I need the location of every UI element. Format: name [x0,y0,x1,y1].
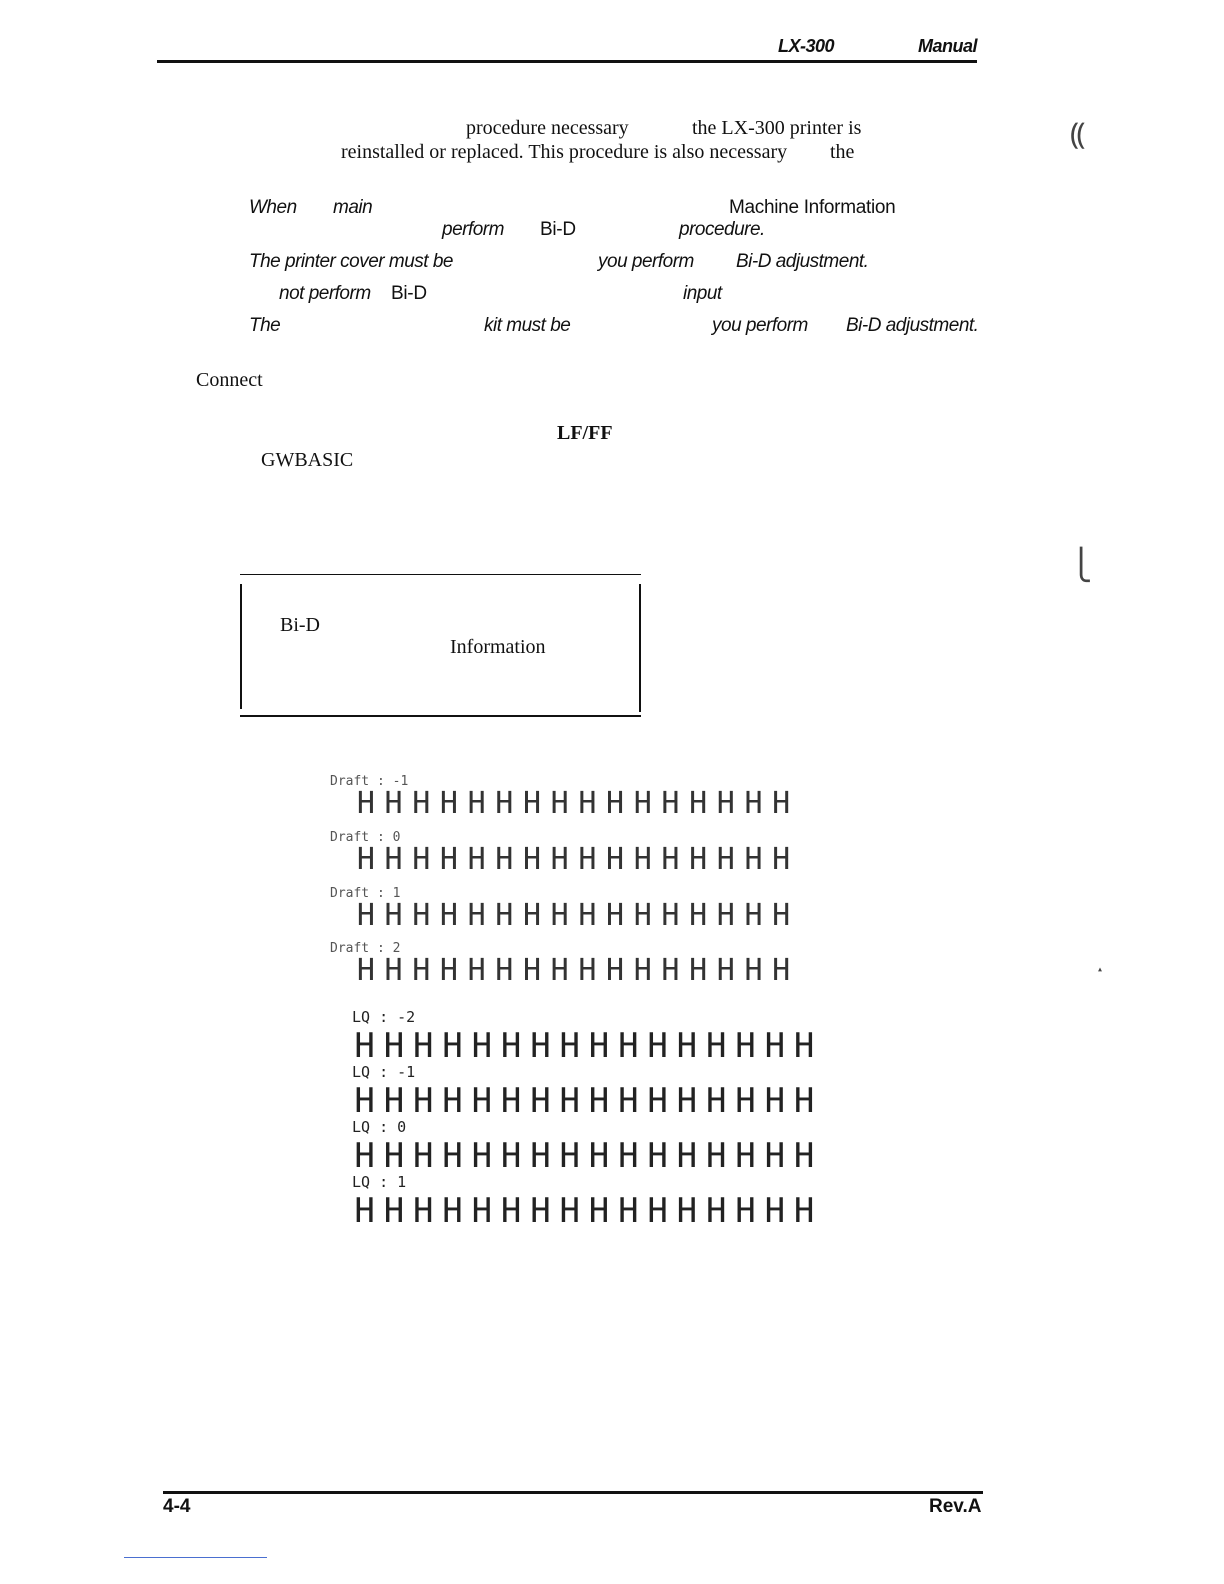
pattern-glyph: H [522,842,541,877]
pattern-glyph: H [383,1081,405,1121]
intro-phrase-1b: the LX-300 printer is [692,117,862,139]
pattern-glyph: H [772,842,791,877]
pattern-glyph: H [471,1081,493,1121]
box-bid: Bi-D [280,614,320,636]
draft-label-2: Draft : 0 [330,830,401,845]
pattern-glyph: H [439,842,458,877]
pattern-glyph: H [793,1136,815,1176]
note4-bid: Bi-D [391,283,427,304]
pattern-glyph: H [744,953,763,988]
pattern-glyph: H [356,786,375,821]
scan-bracket-icon: ⎩ [1072,548,1091,583]
pattern-glyph: H [588,1136,610,1176]
intro-phrase-2a: reinstalled or replaced. This procedure is also necessary [341,141,788,163]
intro-phrase-1a: procedure necessary [466,117,629,139]
pattern-glyph: H [442,1136,463,1176]
pattern-glyph: H [689,953,708,988]
draft-row-4 [352,955,795,987]
pattern-glyph: H [764,1191,786,1231]
pattern-glyph: H [661,842,680,877]
pattern-glyph: H [559,1136,580,1176]
pattern-glyph: H [412,898,431,933]
pattern-glyph: H [500,1191,522,1231]
pattern-glyph: H [705,1191,727,1231]
pattern-glyph: H [550,898,569,933]
pattern-glyph: H [522,786,541,821]
pattern-glyph: H [618,1191,639,1231]
lq-label-2: LQ : -1 [352,1063,416,1081]
pattern-glyph: H [705,1081,727,1121]
pattern-glyph: H [522,953,541,988]
lq-row-1 [350,1028,819,1064]
note3-you-perform: you perform [598,251,694,272]
pattern-glyph: H [384,953,403,988]
scan-dot-icon: ▴ [1097,964,1104,975]
box-bottom-rule [240,715,641,717]
pattern-glyph: H [772,898,791,933]
pattern-glyph: H [559,1026,580,1066]
pattern-glyph: H [467,898,486,933]
pattern-glyph: H [647,1081,668,1121]
pattern-glyph: H [383,1136,405,1176]
pattern-glyph: H [467,786,486,821]
pattern-glyph: H [793,1081,815,1121]
pattern-glyph: H [578,898,597,933]
pattern-glyph: H [578,842,597,877]
pattern-glyph: H [606,898,625,933]
draft-label-1: Draft : -1 [330,774,409,789]
pattern-glyph: H [735,1081,756,1121]
lq-row-3 [350,1138,819,1174]
header-model: LX-300 [778,36,835,56]
pattern-glyph: H [439,786,458,821]
note3-cover: The printer cover must be [249,251,453,272]
pattern-glyph: H [500,1026,522,1066]
box-left-rule [240,584,242,709]
note1-main: main [333,197,373,218]
header-rule [157,60,977,63]
pattern-glyph: H [676,1191,698,1231]
step-connect: Connect [196,369,263,391]
pattern-glyph: H [412,953,431,988]
scan-edge-line [124,1557,267,1558]
note4-input: input [683,283,722,304]
pattern-glyph: H [439,898,458,933]
pattern-glyph: H [495,842,514,877]
pattern-glyph: H [633,953,652,988]
pattern-glyph: H [384,898,403,933]
pattern-glyph: H [647,1191,668,1231]
pattern-glyph: H [383,1191,405,1231]
pattern-glyph: H [744,842,763,877]
pattern-glyph: H [735,1136,756,1176]
note1-machine-info: Machine Information [729,197,896,218]
pattern-glyph: H [559,1191,580,1231]
pattern-glyph: H [495,786,514,821]
box-top-rule [240,574,641,575]
pattern-glyph: H [772,953,791,988]
pattern-glyph: H [744,898,763,933]
pattern-glyph: H [744,786,763,821]
pattern-glyph: H [559,1081,580,1121]
pattern-glyph: H [354,1026,375,1066]
step-lfff-key: LF/FF [557,422,613,444]
lq-row-4 [350,1193,819,1229]
note-box [240,574,641,717]
pattern-glyph: H [633,842,652,877]
pattern-glyph: H [412,842,431,877]
pattern-glyph: H [522,898,541,933]
lq-label-1: LQ : -2 [352,1008,416,1026]
pattern-glyph: H [354,1136,375,1176]
note2-perform: perform [442,219,504,240]
pattern-glyph: H [689,898,708,933]
pattern-glyph: H [383,1026,405,1066]
pattern-glyph: H [793,1191,815,1231]
pattern-glyph: H [735,1026,756,1066]
pattern-glyph: H [500,1136,522,1176]
note5-kit: kit must be [484,315,571,336]
draft-row-1 [352,788,795,820]
intro-phrase-2b: the [830,141,855,163]
lq-row-2 [350,1083,819,1119]
lq-label-4: LQ : 1 [352,1173,407,1191]
pattern-glyph: H [439,953,458,988]
pattern-glyph: H [661,953,680,988]
pattern-glyph: H [606,786,625,821]
note2-bid: Bi-D [540,219,576,240]
pattern-glyph: H [578,786,597,821]
pattern-glyph: H [705,1136,727,1176]
pattern-glyph: H [618,1081,639,1121]
pattern-glyph: H [356,898,375,933]
pattern-glyph: H [676,1136,698,1176]
draft-row-2 [352,844,795,876]
pattern-glyph: H [633,786,652,821]
pattern-glyph: H [647,1136,668,1176]
pattern-glyph: H [412,786,431,821]
pattern-glyph: H [413,1026,434,1066]
note5-bid-adjust: Bi-D adjustment. [846,315,979,336]
pattern-glyph: H [676,1081,698,1121]
pattern-glyph: H [606,953,625,988]
pattern-glyph: H [530,1026,551,1066]
pattern-glyph: H [550,953,569,988]
pattern-glyph: H [578,953,597,988]
pattern-glyph: H [705,1026,727,1066]
pattern-glyph: H [716,842,735,877]
pattern-glyph: H [618,1026,639,1066]
pattern-glyph: H [618,1136,639,1176]
pattern-glyph: H [689,842,708,877]
box-information: Information [450,636,546,658]
pattern-glyph: H [676,1026,698,1066]
pattern-glyph: H [467,953,486,988]
pattern-glyph: H [500,1081,522,1121]
note5-the: The [249,315,281,336]
pattern-glyph: H [661,898,680,933]
pattern-glyph: H [764,1081,786,1121]
footer-rule [163,1491,983,1494]
lq-label-3: LQ : 0 [352,1118,407,1136]
footer-revision: Rev.A [929,1496,982,1517]
pattern-glyph: H [764,1136,786,1176]
pattern-glyph: H [495,898,514,933]
pattern-glyph: H [413,1136,434,1176]
pattern-glyph: H [471,1026,493,1066]
pattern-glyph: H [633,898,652,933]
note2-procedure: procedure. [679,219,765,240]
pattern-glyph: H [530,1081,551,1121]
pattern-glyph: H [495,953,514,988]
pattern-glyph: H [442,1191,463,1231]
pattern-glyph: H [442,1026,463,1066]
pattern-glyph: H [716,953,735,988]
pattern-glyph: H [413,1081,434,1121]
pattern-glyph: H [735,1191,756,1231]
pattern-glyph: H [647,1026,668,1066]
header-title: Manual [918,36,978,56]
draft-label-4: Draft : 2 [330,941,401,956]
pattern-glyph: H [471,1191,493,1231]
pattern-glyph: H [793,1026,815,1066]
draft-label-3: Draft : 1 [330,886,401,901]
pattern-glyph: H [588,1081,610,1121]
pattern-glyph: H [588,1026,610,1066]
scan-mark-icon: ⸨ [1070,117,1086,152]
draft-row-3 [352,900,795,932]
pattern-glyph: H [588,1191,610,1231]
pattern-glyph: H [550,786,569,821]
pattern-glyph: H [530,1191,551,1231]
pattern-glyph: H [764,1026,786,1066]
pattern-glyph: H [716,898,735,933]
note4-not-perform: not perform [279,283,371,304]
pattern-glyph: H [442,1081,463,1121]
pattern-glyph: H [772,786,791,821]
pattern-glyph: H [689,786,708,821]
pattern-glyph: H [354,1191,375,1231]
pattern-glyph: H [661,786,680,821]
pattern-glyph: H [550,842,569,877]
pattern-glyph: H [384,842,403,877]
note1-when: When [249,197,297,218]
pattern-glyph: H [530,1136,551,1176]
box-right-rule [639,584,641,712]
pattern-glyph: H [471,1136,493,1176]
pattern-glyph: H [384,786,403,821]
footer-page-number: 4-4 [163,1496,191,1517]
pattern-glyph: H [467,842,486,877]
pattern-glyph: H [413,1191,434,1231]
note5-you-perform: you perform [712,315,808,336]
pattern-glyph: H [354,1081,375,1121]
pattern-glyph: H [716,786,735,821]
pattern-glyph: H [606,842,625,877]
note3-bid-adjust: Bi-D adjustment. [736,251,869,272]
pattern-glyph: H [356,842,375,877]
step-gwbasic: GWBASIC [261,449,354,471]
pattern-glyph: H [356,953,375,988]
